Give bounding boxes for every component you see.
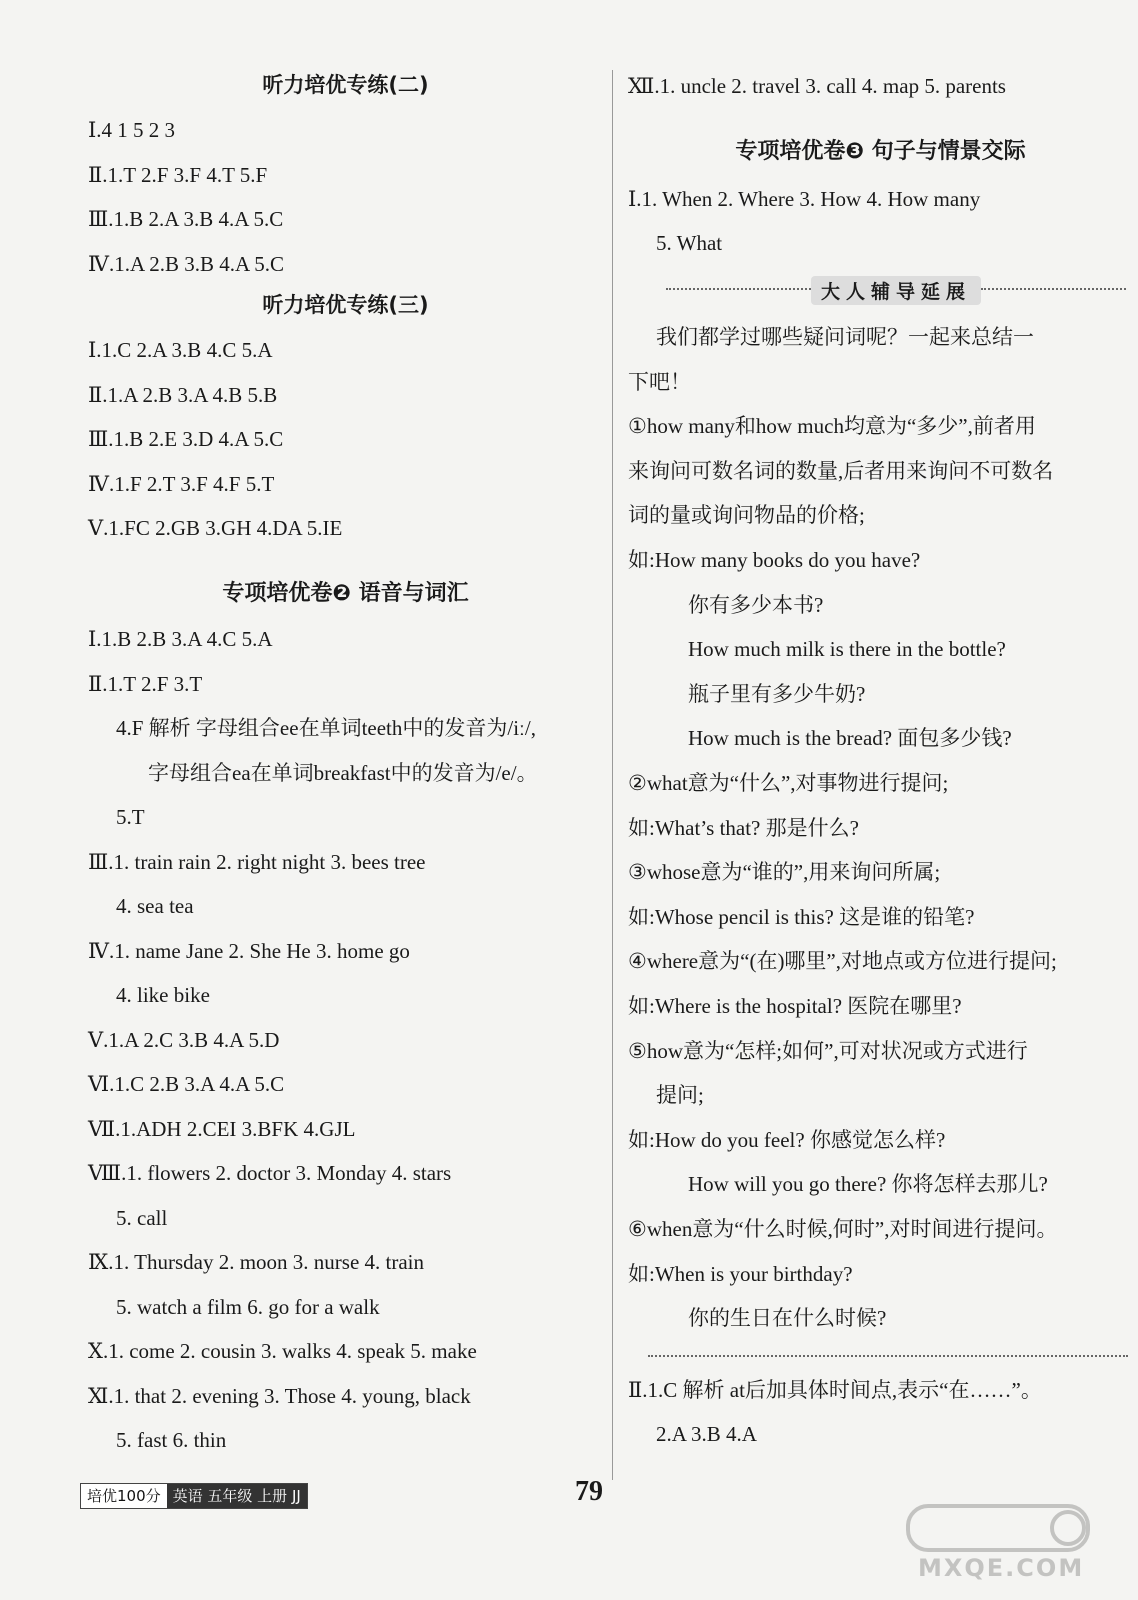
answer-line: Ⅺ.1. that 2. evening 3. Those 4. young, black (88, 1383, 471, 1408)
answer-line: Ⅲ.1.B 2.E 3.D 4.A 5.C (88, 427, 284, 451)
answer-line: ③whose意为“谁的”,用来询问所属; (628, 860, 941, 885)
answer-line: Ⅰ.1.B 2.B 3.A 4.C 5.A (88, 627, 273, 651)
watermark-logo-icon (878, 1502, 1118, 1562)
answer-line: 5. What (656, 231, 723, 255)
answer-line: 如:Where is the hospital? 医院在哪里? (628, 994, 962, 1018)
watermark-text: MXQE.COM (918, 1554, 1085, 1582)
answer-line: Ⅳ.1. name Jane 2. She He 3. home go (88, 938, 410, 963)
answer-line: Ⅲ.1.B 2.A 3.B 4.A 5.C (88, 207, 284, 231)
paper-3-title: 专项培优卷❸ 句子与情景交际 (735, 139, 1026, 164)
parent-guide-banner (666, 276, 1126, 302)
answer-line: Ⅳ.1.A 2.B 3.B 4.A 5.C (88, 251, 285, 276)
answer-line: Ⅰ.4 1 5 2 3 (88, 118, 176, 142)
listening-3-title: 听力培优专练(三) (262, 293, 429, 317)
answer-line: ⑥when意为“什么时候,何时”,对时间进行提问。 (628, 1217, 1058, 1241)
answer-line: Ⅰ.1. When 2. Where 3. How 4. How many (628, 187, 981, 211)
answer-line: 如:Whose pencil is this? 这是谁的铅笔? (628, 904, 975, 929)
answer-line: ④where意为“(在)哪里”,对地点或方位进行提问; (628, 949, 1057, 974)
answer-line: 4.F 解析 字母组合ee在单词teeth中的发音为/iː/, (116, 716, 536, 740)
answer-line: 提问; (656, 1083, 704, 1108)
column-divider (612, 70, 613, 1480)
answer-line: 来询问可数名词的数量,后者用来询问不可数名 (628, 458, 1054, 483)
answer-line: How will you go there? 你将怎样去那儿? (688, 1172, 1048, 1197)
answer-line: 5. fast 6. thin (116, 1428, 227, 1452)
site-watermark (878, 1502, 1118, 1582)
answer-line: Ⅴ.1.A 2.C 3.B 4.A 5.D (88, 1027, 280, 1052)
answer-line: Ⅰ.1.C 2.A 3.B 4.C 5.A (88, 338, 273, 362)
answer-line: 如:How do you feel? 你感觉怎么样? (628, 1127, 946, 1152)
answer-line: 你有多少本书? (688, 592, 824, 617)
answer-line: Ⅱ.1.T 2.F 3.F 4.T 5.F (88, 162, 268, 187)
answer-line: Ⅲ.1. train rain 2. right night 3. bees tree (88, 849, 426, 874)
answer-line: 4. sea tea (116, 894, 194, 918)
listening-2-title: 听力培优专练(二) (262, 73, 429, 97)
book-badge (80, 1483, 308, 1509)
answer-line: Ⅶ.1.ADH 2.CEI 3.BFK 4.GJL (88, 1116, 356, 1141)
book-brand: 培优100分 (81, 1484, 167, 1508)
dotted-separator (648, 1355, 1128, 1357)
answer-line: 5. watch a film 6. go for a walk (116, 1294, 380, 1319)
answer-line: Ⅱ.1.C 解析 at后加具体时间点,表示“在……”。 (628, 1378, 1042, 1402)
answer-line: 瓶子里有多少牛奶? (688, 681, 866, 706)
answer-line: 如:How many books do you have? (628, 548, 921, 572)
answer-line: 如:When is your birthday? (628, 1261, 853, 1286)
answer-line: Ⅸ.1. Thursday 2. moon 3. nurse 4. train (88, 1250, 424, 1274)
answer-line: ②what意为“什么”,对事物进行提问; (628, 771, 949, 795)
answer-line: 下吧！ (628, 369, 691, 394)
answer-line: 你的生日在什么时候? (688, 1306, 887, 1331)
answer-line: 我们都学过哪些疑问词呢？一起来总结一 (656, 325, 1034, 349)
answer-line: Ⅻ.1. uncle 2. travel 3. call 4. map 5. parents (628, 74, 1006, 98)
answer-line: Ⅱ.1.A 2.B 3.A 4.B 5.B (88, 382, 278, 407)
answer-line: 5.T (116, 805, 145, 829)
answer-line: 词的量或询问物品的价格; (628, 503, 865, 528)
answer-line: Ⅳ.1.F 2.T 3.F 4.F 5.T (88, 471, 275, 496)
answer-line: ⑤how意为“怎样;如何”,可对状况或方式进行 (628, 1038, 1028, 1063)
answer-line: 2.A 3.B 4.A (656, 1422, 757, 1446)
answer-line: How much milk is there in the bottle? (688, 637, 1006, 662)
page-number: 79 (575, 1476, 603, 1507)
answer-line: Ⅵ.1.C 2.B 3.A 4.A 5.C (88, 1072, 285, 1096)
paper-2-title: 专项培优卷❷ 语音与词汇 (222, 581, 469, 606)
answer-line: Ⅱ.1.T 2.F 3.T (88, 671, 203, 696)
book-info: 英语 五年级 上册 JJ (167, 1484, 307, 1508)
parent-guide-label: 大人辅导延展 (811, 276, 981, 305)
answer-line: Ⅷ.1. flowers 2. doctor 3. Monday 4. stars (88, 1161, 452, 1185)
answer-line: 4. like bike (116, 983, 210, 1007)
answer-line: 如:What’s that? 那是什么? (628, 815, 859, 840)
answer-line: How much is the bread? 面包多少钱? (688, 726, 1012, 751)
answer-line: Ⅴ.1.FC 2.GB 3.GH 4.DA 5.IE (88, 516, 343, 540)
answer-line: Ⅹ.1. come 2. cousin 3. walks 4. speak 5. make (88, 1339, 477, 1363)
answer-line: 字母组合ea在单词breakfast中的发音为/e/。 (148, 760, 538, 785)
answer-line: ①how many和how much均意为“多少”,前者用 (628, 414, 1036, 439)
answer-line: 5. call (116, 1205, 168, 1230)
